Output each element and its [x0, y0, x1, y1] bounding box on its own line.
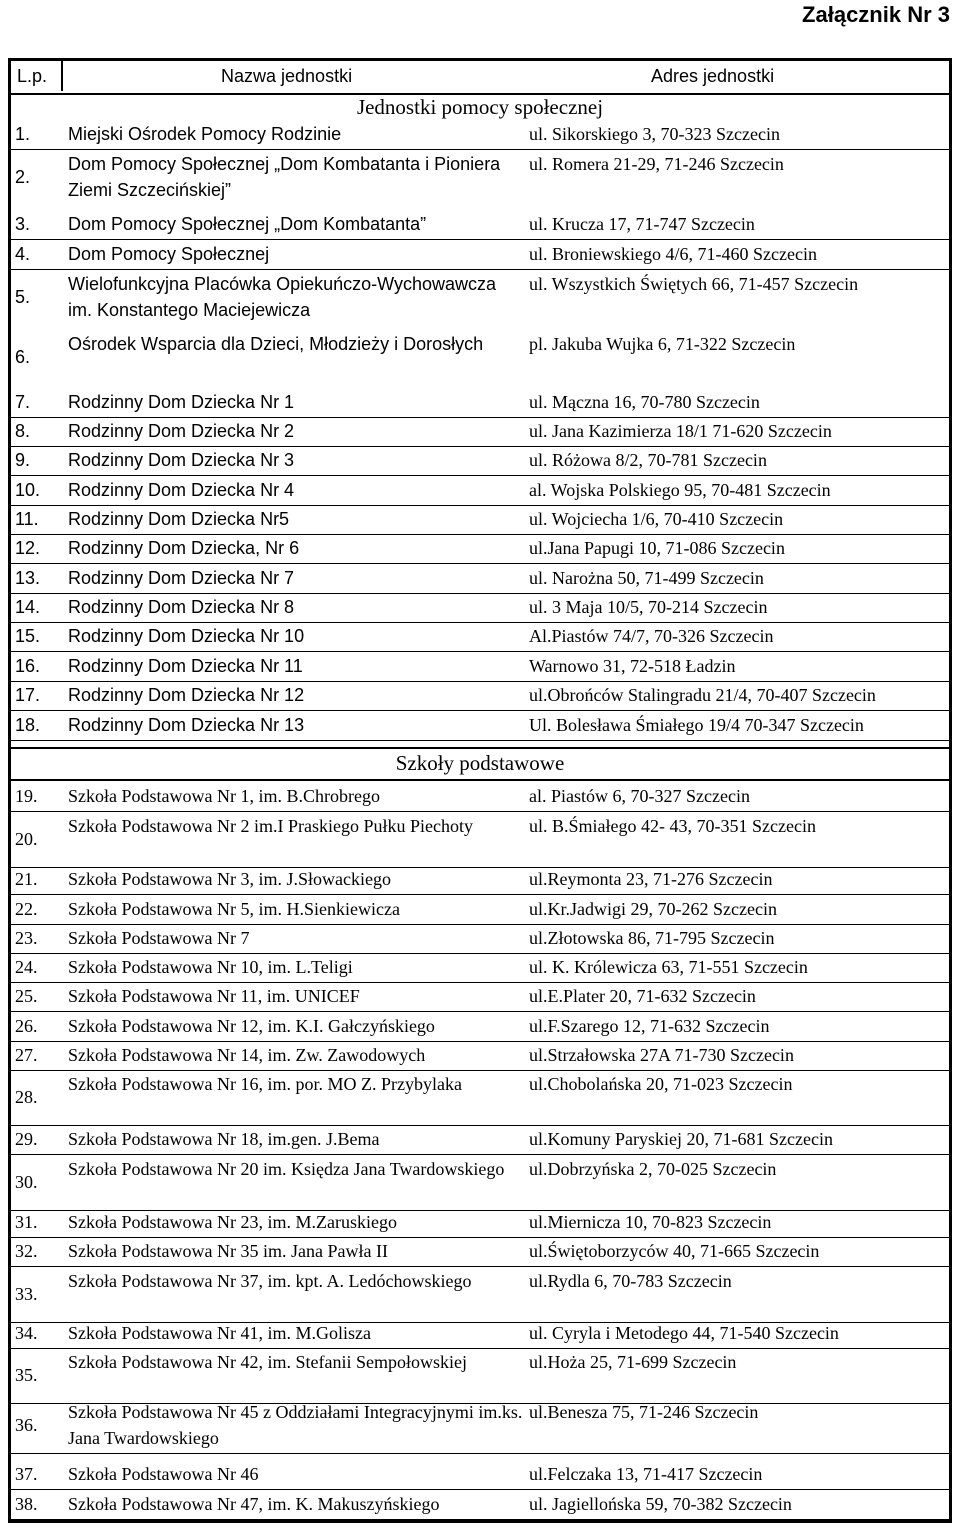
- unit-address: ul.Strzałowska 27A 71-730 Szczecin: [529, 1045, 794, 1065]
- unit-address: Al.Piastów 74/7, 70-326 Szczecin: [529, 626, 774, 646]
- table-row: [11, 151, 949, 205]
- row-number: 30.: [15, 1172, 38, 1192]
- table-row: [11, 535, 949, 564]
- table-row: [11, 1209, 949, 1238]
- table-row: [11, 211, 949, 240]
- table-row: [11, 477, 949, 506]
- table-row: [11, 1268, 949, 1323]
- unit-address: ul.Benesza 75, 71-246 Szczecin: [529, 1402, 759, 1422]
- row-number: 28.: [15, 1087, 38, 1107]
- section-divider: [11, 747, 949, 749]
- row-number: 3.: [15, 214, 31, 234]
- unit-name: Rodzinny Dom Dziecka Nr 11: [68, 656, 303, 676]
- unit-address: ul.Dobrzyńska 2, 70-025 Szczecin: [529, 1159, 777, 1179]
- unit-address: ul. Jana Kazimierza 18/1 71-620 Szczecin: [529, 421, 832, 441]
- row-number: 22.: [15, 899, 38, 919]
- unit-address: al. Piastów 6, 70-327 Szczecin: [529, 786, 750, 806]
- row-number: 34.: [15, 1323, 38, 1343]
- unit-name: Szkoła Podstawowa Nr 16, im. por. MO Z. Przybylaka: [68, 1074, 462, 1094]
- row-number: 26.: [15, 1016, 38, 1036]
- unit-name: Szkoła Podstawowa Nr 23, im. M.Zaruskiego: [68, 1212, 397, 1232]
- unit-address: ul.Świętoborzyców 40, 71-665 Szczecin: [529, 1241, 820, 1261]
- unit-address: ul. 3 Maja 10/5, 70-214 Szczecin: [529, 597, 768, 617]
- unit-name: Ośrodek Wsparcia dla Dzieci, Młodzieży i Dorosłych: [68, 334, 484, 354]
- row-number: 15.: [15, 626, 41, 646]
- unit-address: ul.Kr.Jadwigi 29, 70-262 Szczecin: [529, 899, 777, 919]
- table-row: [11, 241, 949, 270]
- unit-address: ul.Komuny Paryskiej 20, 71-681 Szczecin: [529, 1129, 833, 1149]
- table-row: [11, 565, 949, 594]
- table-row: [11, 271, 949, 325]
- unit-name: Szkoła Podstawowa Nr 10, im. L.Teligi: [68, 957, 353, 977]
- unit-address: ul.Złotowska 86, 71-795 Szczecin: [529, 928, 775, 948]
- row-number: 4.: [15, 244, 31, 264]
- table-row: [11, 1126, 949, 1155]
- attachment-title: Załącznik Nr 3: [802, 2, 950, 27]
- table-row: [11, 813, 949, 868]
- unit-address: pl. Jakuba Wujka 6, 71-322 Szczecin: [529, 334, 796, 354]
- unit-name: Szkoła Podstawowa Nr 41, im. M.Golisza: [68, 1323, 371, 1343]
- unit-address: ul.Chobolańska 20, 71-023 Szczecin: [529, 1074, 793, 1094]
- unit-name: Szkoła Podstawowa Nr 37, im. kpt. A. Ledóchowskiego: [68, 1271, 472, 1291]
- header-lp: L.p.: [17, 66, 48, 86]
- table-row: [11, 418, 949, 447]
- unit-address: Ul. Bolesława Śmiałego 19/4 70-347 Szczecin: [529, 715, 864, 735]
- row-number: 13.: [15, 568, 41, 588]
- unit-address: ul.Hoża 25, 71-699 Szczecin: [529, 1352, 737, 1372]
- unit-name: Rodzinny Dom Dziecka Nr 13: [68, 715, 305, 735]
- unit-name: Rodzinny Dom Dziecka Nr 8: [68, 597, 295, 617]
- unit-address: ul. Cyryla i Metodego 44, 71-540 Szczecin: [529, 1323, 839, 1343]
- row-number: 31.: [15, 1212, 38, 1232]
- table-row: [11, 866, 949, 895]
- unit-address: al. Wojska Polskiego 95, 70-481 Szczecin: [529, 480, 831, 500]
- unit-address: ul. Krucza 17, 71-747 Szczecin: [529, 214, 755, 234]
- table-row: [11, 1156, 949, 1211]
- header-address: Adres jednostki: [651, 66, 775, 86]
- row-number: 1.: [15, 124, 31, 144]
- unit-address: ul. Jagiellońska 59, 70-382 Szczecin: [529, 1494, 792, 1514]
- unit-name: Dom Pomocy Społecznej: [68, 244, 270, 264]
- row-number: 10.: [15, 480, 41, 500]
- row-number: 12.: [15, 538, 41, 558]
- unit-address: ul. Wojciecha 1/6, 70-410 Szczecin: [529, 509, 784, 529]
- unit-name: Szkoła Podstawowa Nr 3, im. J.Słowackiego: [68, 869, 391, 889]
- table-row: [11, 896, 949, 925]
- unit-name: Szkoła Podstawowa Nr 11, im. UNICEF: [68, 986, 360, 1006]
- unit-name: Rodzinny Dom Dziecka Nr 7: [68, 568, 295, 588]
- unit-name: Wielofunkcyjna Placówka Opiekuńczo-Wychowawcza im. Konstantego Maciejewicza: [68, 274, 497, 320]
- row-number: 36.: [15, 1415, 38, 1435]
- table-row: [11, 954, 949, 983]
- row-number: 5.: [15, 287, 31, 307]
- header-name: Nazwa jednostki: [221, 66, 353, 86]
- unit-name: Rodzinny Dom Dziecka Nr 3: [68, 450, 295, 470]
- unit-address: ul. Wszystkich Świętych 66, 71-457 Szczecin: [529, 274, 859, 294]
- row-number: 33.: [15, 1284, 38, 1304]
- table-row: [11, 1013, 949, 1042]
- table-row: [11, 1071, 949, 1126]
- row-number: 21.: [15, 869, 38, 889]
- header-divider: [61, 61, 63, 91]
- unit-address: ul. Romera 21-29, 71-246 Szczecin: [529, 154, 784, 174]
- unit-name: Rodzinny Dom Dziecka, Nr 6: [68, 538, 300, 558]
- unit-name: Szkoła Podstawowa Nr 42, im. Stefanii Sempołowskiej: [68, 1352, 467, 1372]
- table-row: [11, 389, 949, 418]
- table-row: [11, 1461, 949, 1490]
- row-number: 7.: [15, 392, 31, 412]
- table-row: [11, 594, 949, 623]
- table-row: [11, 1320, 949, 1349]
- unit-name: Szkoła Podstawowa Nr 18, im.gen. J.Bema: [68, 1129, 380, 1149]
- row-number: 9.: [15, 450, 31, 470]
- unit-address: ul. Broniewskiego 4/6, 71-460 Szczecin: [529, 244, 817, 264]
- row-number: 24.: [15, 957, 38, 977]
- unit-address: ul. B.Śmiałego 42- 43, 70-351 Szczecin: [529, 816, 816, 836]
- unit-address: ul.Rydla 6, 70-783 Szczecin: [529, 1271, 732, 1291]
- table-row: [11, 653, 949, 682]
- unit-address: ul.Jana Papugi 10, 71-086 Szczecin: [529, 538, 785, 558]
- unit-name: Rodzinny Dom Dziecka Nr 2: [68, 421, 295, 441]
- table-row: [11, 506, 949, 535]
- table-row: [11, 983, 949, 1012]
- unit-name: Rodzinny Dom Dziecka Nr 12: [68, 685, 305, 705]
- unit-address: ul.F.Szarego 12, 71-632 Szczecin: [529, 1016, 770, 1036]
- units-table: [8, 58, 952, 1523]
- unit-address: ul. Narożna 50, 71-499 Szczecin: [529, 568, 764, 588]
- unit-name: Szkoła Podstawowa Nr 14, im. Zw. Zawodowych: [68, 1045, 426, 1065]
- table-row: [11, 682, 949, 711]
- table-row: [11, 331, 949, 385]
- section-title: Szkoły podstawowe: [395, 751, 565, 775]
- unit-name: Szkoła Podstawowa Nr 5, im. H.Sienkiewicza: [68, 899, 400, 919]
- unit-name: Rodzinny Dom Dziecka Nr 1: [68, 392, 295, 412]
- row-number: 11.: [15, 509, 39, 529]
- unit-name: Rodzinny Dom Dziecka Nr 4: [68, 480, 295, 500]
- row-number: 27.: [15, 1045, 38, 1065]
- unit-address: ul. Sikorskiego 3, 70-323 Szczecin: [529, 124, 780, 144]
- unit-name: Szkoła Podstawowa Nr 46: [68, 1464, 259, 1484]
- table-row: [11, 1399, 949, 1454]
- unit-name: Szkoła Podstawowa Nr 7: [68, 928, 250, 948]
- unit-address: ul. Różowa 8/2, 70-781 Szczecin: [529, 450, 767, 470]
- table-row: [11, 783, 949, 812]
- unit-name: Szkoła Podstawowa Nr 35 im. Jana Pawła II: [68, 1241, 388, 1261]
- row-number: 16.: [15, 656, 41, 676]
- unit-name: Dom Pomocy Społecznej „Dom Kombatanta i Pioniera Ziemi Szczecińskiej”: [68, 154, 501, 200]
- row-number: 17.: [15, 685, 41, 705]
- row-number: 19.: [15, 786, 38, 806]
- unit-address: ul.Felczaka 13, 71-417 Szczecin: [529, 1464, 763, 1484]
- section-divider: [11, 779, 949, 781]
- unit-address: ul. K. Królewicza 63, 71-551 Szczecin: [529, 957, 808, 977]
- unit-address: ul.Miernicza 10, 70-823 Szczecin: [529, 1212, 772, 1232]
- unit-address: ul.E.Plater 20, 71-632 Szczecin: [529, 986, 756, 1006]
- row-number: 38.: [15, 1494, 38, 1514]
- unit-name: Rodzinny Dom Dziecka Nr5: [68, 509, 290, 529]
- table-row: [11, 1042, 949, 1071]
- unit-name: Szkoła Podstawowa Nr 47, im. K. Makuszyńskiego: [68, 1494, 440, 1514]
- row-number: 18.: [15, 715, 41, 735]
- table-row: [11, 121, 949, 150]
- table-row: [11, 447, 949, 476]
- table-row: [11, 925, 949, 954]
- row-number: 2.: [15, 167, 31, 187]
- unit-name: Szkoła Podstawowa Nr 45 z Oddziałami Integracyjnymi im.ks. Jana Twardowskiego: [68, 1402, 523, 1448]
- table-row: [11, 1238, 949, 1267]
- unit-address: ul. Mączna 16, 70-780 Szczecin: [529, 392, 760, 412]
- row-number: 32.: [15, 1241, 38, 1261]
- unit-name: Szkoła Podstawowa Nr 1, im. B.Chrobrego: [68, 786, 380, 806]
- unit-name: Rodzinny Dom Dziecka Nr 10: [68, 626, 305, 646]
- table-row: [11, 1349, 949, 1404]
- row-number: 6.: [15, 347, 31, 367]
- unit-name: Dom Pomocy Społecznej „Dom Kombatanta”: [68, 214, 427, 234]
- row-number: 14.: [15, 597, 41, 617]
- table-header: [11, 61, 949, 95]
- unit-name: Szkoła Podstawowa Nr 20 im. Księdza Jana Twardowskiego: [68, 1159, 505, 1179]
- table-row: [11, 712, 949, 741]
- row-number: 8.: [15, 421, 31, 441]
- row-number: 37.: [15, 1464, 38, 1484]
- row-number: 35.: [15, 1365, 38, 1385]
- row-number: 20.: [15, 829, 38, 849]
- row-number: 25.: [15, 986, 38, 1006]
- unit-address: ul.Reymonta 23, 71-276 Szczecin: [529, 869, 773, 889]
- table-row: [11, 1491, 949, 1520]
- unit-address: Warnowo 31, 72-518 Ładzin: [529, 656, 736, 676]
- table-row: [11, 623, 949, 652]
- row-number: 29.: [15, 1129, 38, 1149]
- unit-name: Miejski Ośrodek Pomocy Rodzinie: [68, 124, 342, 144]
- unit-address: ul.Obrońców Stalingradu 21/4, 70-407 Szczecin: [529, 685, 876, 705]
- section-title: Jednostki pomocy społecznej: [356, 95, 604, 119]
- row-number: 23.: [15, 928, 38, 948]
- unit-name: Szkoła Podstawowa Nr 12, im. K.I. Gałczyńskiego: [68, 1016, 435, 1036]
- unit-name: Szkoła Podstawowa Nr 2 im.I Praskiego Pułku Piechoty: [68, 816, 473, 836]
